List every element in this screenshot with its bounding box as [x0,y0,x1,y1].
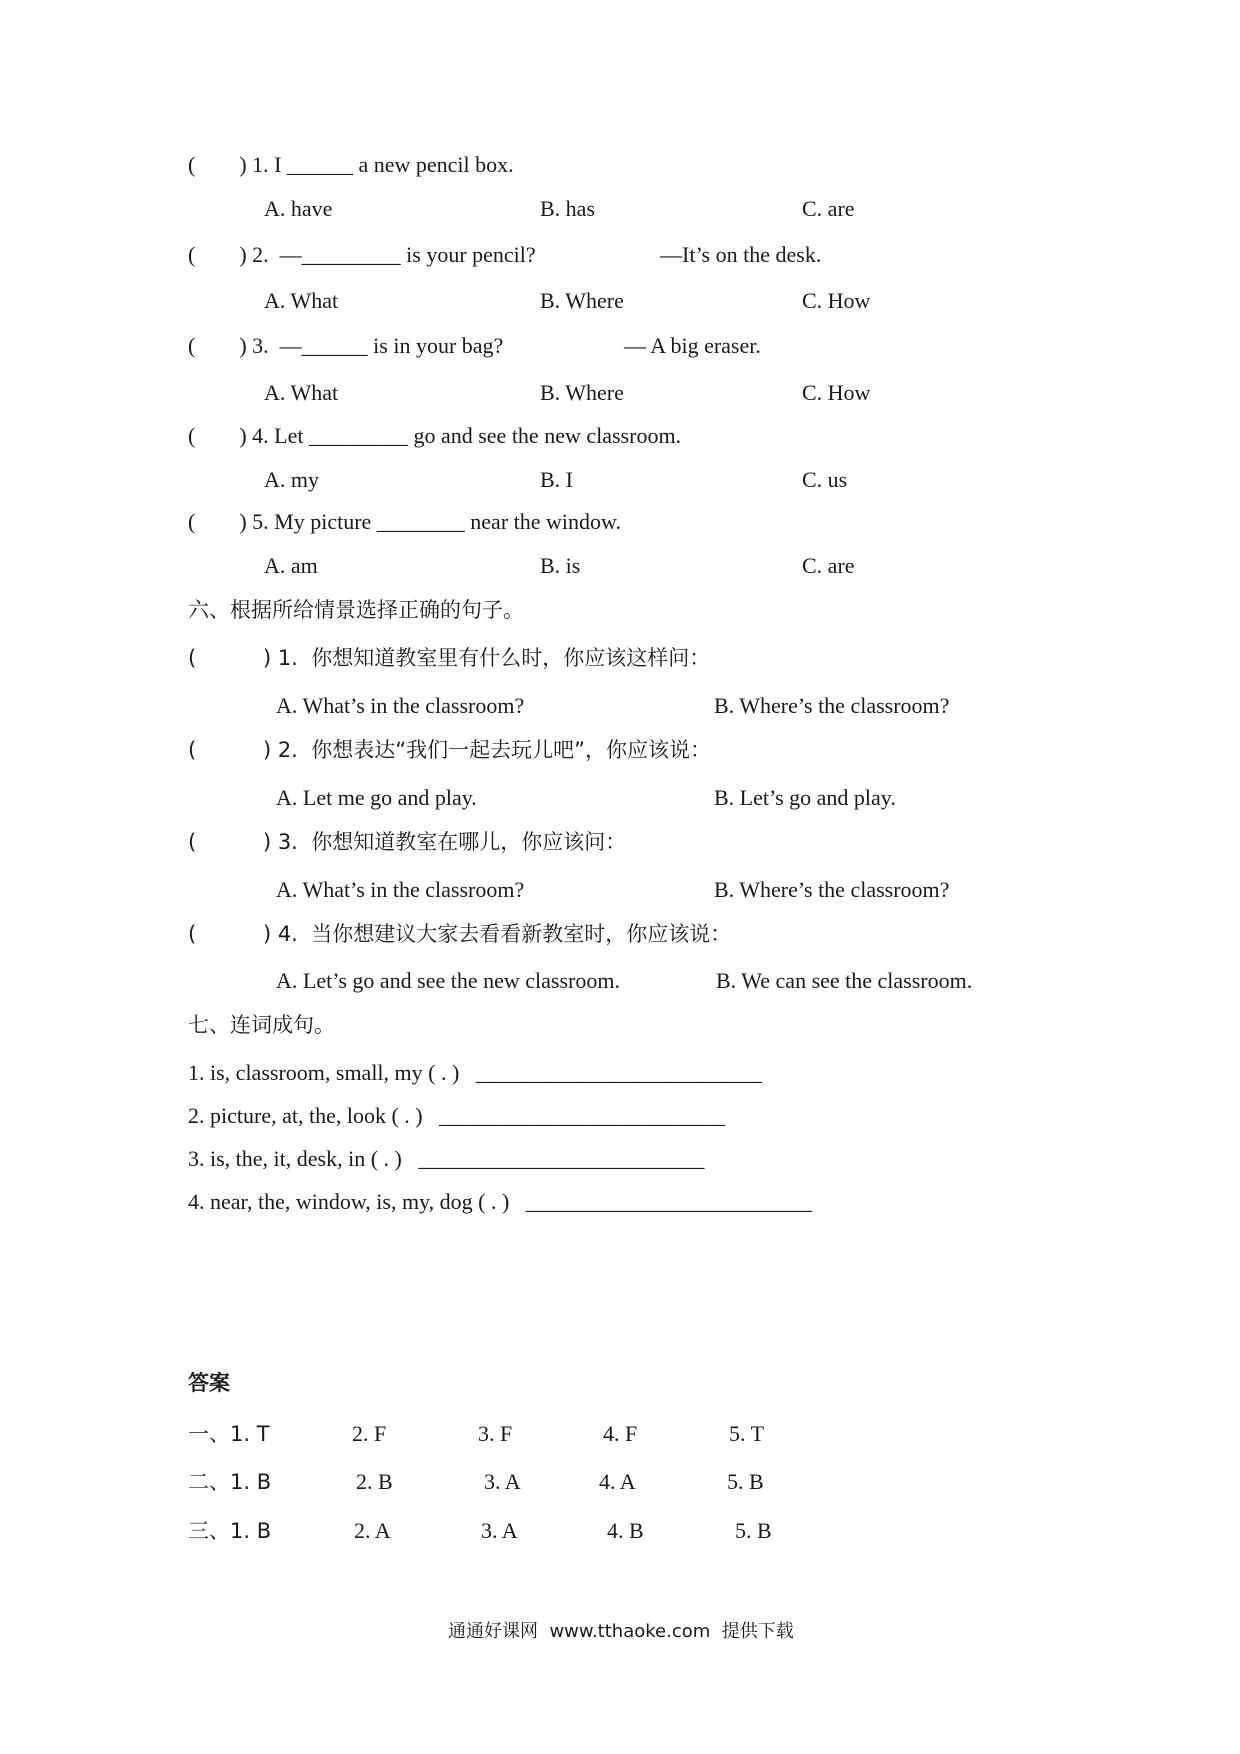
q5-4-option-b: B. I [540,467,573,492]
q6-2-option-a: A. Let me go and play. [276,785,477,810]
q5-1-option-c: C. are [802,196,855,221]
answer-row-3-item: 4. B [607,1518,644,1543]
q5-1-option-a: A. have [264,196,333,221]
q5-2-option-c: C. How [802,288,871,313]
answer-row-1-item: 3. F [478,1421,513,1446]
q5-3-option-a: A. What [264,380,339,405]
section6-title: 六、根据所给情景选择正确的句子。 [188,598,524,622]
answer-row-3-item: 5. B [735,1518,772,1543]
q5-4-option-c: C. us [802,467,848,492]
answer-row-1-label: 一、1. T [188,1422,270,1446]
q5-3-stem: ( ) 3. —______ is in your bag? [188,333,504,358]
q5-5-option-b: B. is [540,553,581,578]
q6-1-stem: ( ) 1. 你想知道教室里有什么时，你应该这样问： [188,646,711,670]
section7-title: 七、连词成句。 [188,1013,335,1037]
q6-3-stem: ( ) 3. 你想知道教室在哪儿，你应该问： [188,830,627,854]
answers-title: 答案 [188,1371,230,1395]
answer-row-3-item: 2. A [354,1518,391,1543]
q6-4-stem: ( ) 4. 当你想建议大家去看看新教室时，你应该说： [188,922,732,946]
q5-4-stem: ( ) 4. Let _________ go and see the new classroom. [188,423,682,448]
q5-3-option-c: C. How [802,380,871,405]
q5-2-stem: ( ) 2. —_________ is your pencil? [188,242,536,267]
q7-3: 3. is, the, it, desk, in ( . ) __________________________ [188,1146,705,1171]
q7-4: 4. near, the, window, is, my, dog ( . ) __________________________ [188,1189,812,1214]
q5-3-option-b: B. Where [540,380,624,405]
answer-row-1-item: 5. T [729,1421,765,1446]
q5-5-option-c: C. are [802,553,855,578]
answer-row-2-label: 二、1. B [188,1470,272,1494]
answer-row-1-item: 2. F [352,1421,387,1446]
q5-2-reply: —It’s on the desk. [660,242,822,267]
q7-2: 2. picture, at, the, look ( . ) __________________________ [188,1103,726,1128]
q6-4-option-a: A. Let’s go and see the new classroom. [276,968,620,993]
answer-row-3-label: 三、1. B [188,1519,272,1543]
q6-2-stem: ( ) 2. 你想表达“我们一起去玩儿吧”，你应该说： [188,738,711,762]
answer-row-1-item: 4. F [603,1421,638,1446]
q6-3-option-b: B. Where’s the classroom? [714,877,950,902]
q6-1-option-a: A. What’s in the classroom? [276,693,525,718]
q6-1-option-b: B. Where’s the classroom? [714,693,950,718]
footer-source: 通通好课网 www.tthaoke.com 提供下载 [448,1621,794,1642]
q7-1: 1. is, classroom, small, my ( . ) __________________________ [188,1060,762,1085]
q5-2-option-a: A. What [264,288,339,313]
answer-row-2-item: 3. A [484,1469,521,1494]
q5-1-stem: ( ) 1. I ______ a new pencil box. [188,152,514,177]
q6-4-option-b: B. We can see the classroom. [716,968,973,993]
q5-4-option-a: A. my [264,467,319,492]
q5-2-option-b: B. Where [540,288,624,313]
q5-5-option-a: A. am [264,553,318,578]
answer-row-3-item: 3. A [481,1518,518,1543]
answer-row-2-item: 5. B [727,1469,764,1494]
q5-3-reply: — A big eraser. [624,333,761,358]
q5-5-stem: ( ) 5. My picture ________ near the window. [188,509,621,534]
q6-3-option-a: A. What’s in the classroom? [276,877,525,902]
q6-2-option-b: B. Let’s go and play. [714,785,896,810]
answer-row-2-item: 4. A [599,1469,636,1494]
q5-1-option-b: B. has [540,196,595,221]
answer-row-2-item: 2. B [356,1469,393,1494]
